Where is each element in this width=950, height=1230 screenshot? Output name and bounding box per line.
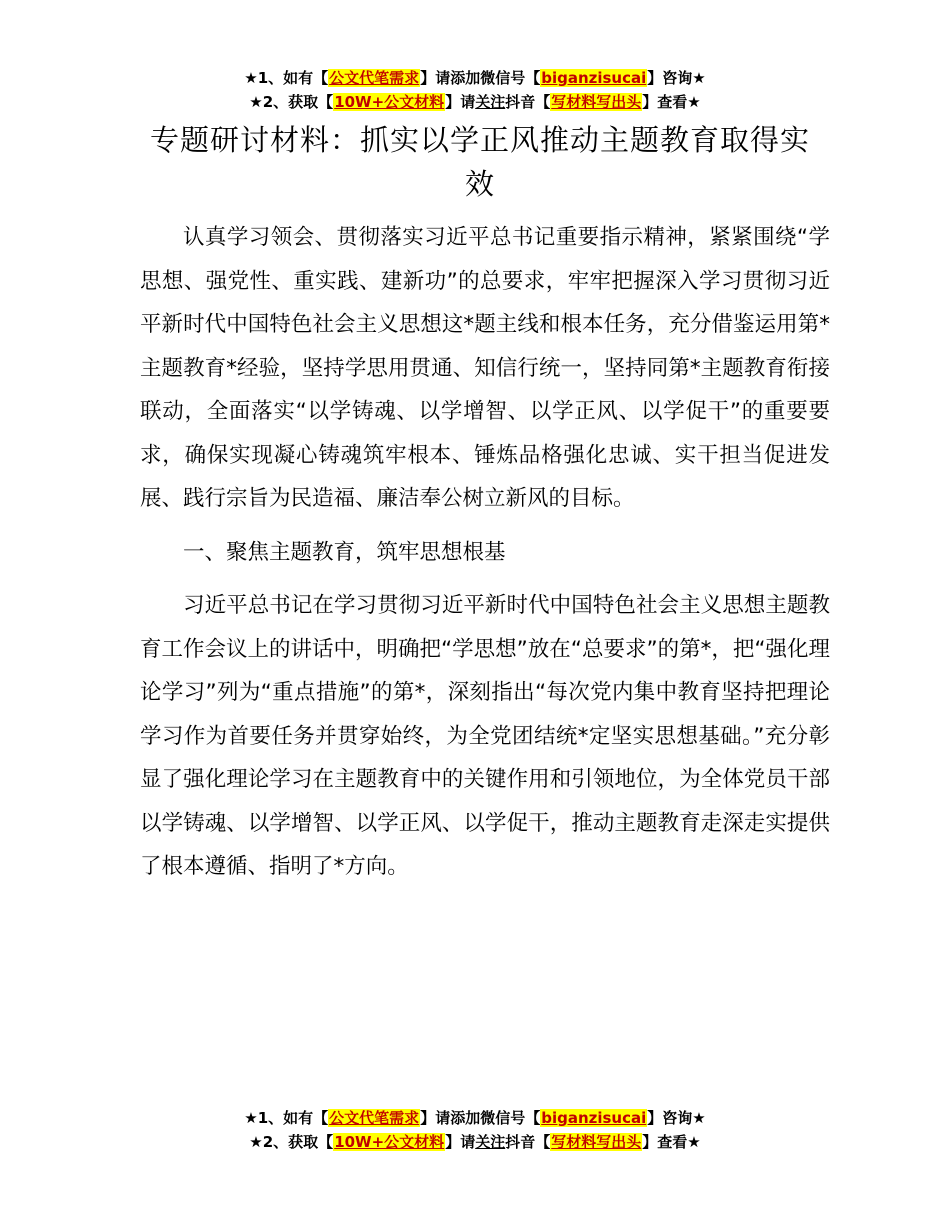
banner-underlined-text: 关注 bbox=[475, 1133, 506, 1151]
banner-highlight: 10W+公文材料 bbox=[334, 93, 445, 111]
banner-text: 抖音【 bbox=[505, 93, 551, 111]
banner-text: 】咨询★ bbox=[647, 1109, 706, 1127]
banner-text: 】查看★ bbox=[642, 93, 701, 111]
banner-text: 】请添加微信号【 bbox=[420, 69, 541, 87]
banner-text: 】请添加微信号【 bbox=[420, 1109, 541, 1127]
banner-text: 】请 bbox=[445, 93, 476, 111]
banner-highlight: 公文代笔需求 bbox=[329, 69, 420, 87]
banner-highlight: 写材料写出头 bbox=[551, 93, 642, 111]
banner-text: ★2、获取【 bbox=[249, 1133, 334, 1151]
banner-highlight: 10W+公文材料 bbox=[334, 1133, 445, 1151]
banner-line-1 bbox=[0, 66, 950, 90]
banner-highlight: 公文代笔需求 bbox=[329, 1109, 420, 1127]
banner-text: 抖音【 bbox=[505, 1133, 551, 1151]
banner-text: ★2、获取【 bbox=[249, 93, 334, 111]
banner-text: 】咨询★ bbox=[647, 69, 706, 87]
document-body bbox=[140, 216, 830, 899]
banner-highlight: 写材料写出头 bbox=[551, 1133, 642, 1151]
banner-line-2 bbox=[0, 1130, 950, 1154]
banner-text: ★1、如有【 bbox=[244, 69, 329, 87]
banner-text: 】请 bbox=[445, 1133, 476, 1151]
banner-underlined-text: 关注 bbox=[475, 93, 506, 111]
document-title: 专题研讨材料：抓实以学正风推动主题教育取得实效 bbox=[149, 123, 810, 201]
banner-text: 】查看★ bbox=[642, 1133, 701, 1151]
banner-line-2 bbox=[0, 90, 950, 114]
section-heading: 一、聚焦主题教育，筑牢思想根基 bbox=[183, 539, 506, 565]
banner-text: ★1、如有【 bbox=[244, 1109, 329, 1127]
banner-line-1 bbox=[0, 1106, 950, 1130]
footer-banner bbox=[0, 1106, 950, 1154]
banner-highlight-wechat-id: biganzisucai bbox=[541, 69, 647, 87]
header-banner bbox=[0, 66, 950, 114]
banner-highlight-wechat-id: biganzisucai bbox=[541, 1109, 647, 1127]
body-paragraph: 认真学习领会、贯彻落实习近平总书记重要指示精神，紧紧围绕“学思想、强党性、重实践、建新功”的总要求，牢牢把握深入学习贯彻习近平新时代中国特色社会主义思想这*题主线和根本任务，充分借鉴运用第*主题教育*经验，坚持学思用贯通、知信行统一，坚持同第*主题教育衔接联动，全面落实“以学铸魂、以学增智、以学正风、以学促干”的重要要求，确保实现凝心铸魂筑牢根本、锤炼品格强化忠诚、实干担当促进发展、践行宗旨为民造福、廉洁奉公树立新风的目标。 bbox=[140, 225, 830, 511]
body-paragraph: 习近平总书记在学习贯彻习近平新时代中国特色社会主义思想主题教育工作会议上的讲话中，明确把“学思想”放在“总要求”的第*，把“强化理论学习”列为“重点措施”的第*，深刻指出“每次党内集中教育坚持把理论学习作为首要任务并贯穿始终，为全党团结统*定坚实思想基础。”充分彰显了强化理论学习在主题教育中的关键作用和引领地位，为全体党员干部以学铸魂、以学增智、以学正风、以学促干，推动主题教育走深走实提供了根本遵循、指明了*方向。 bbox=[140, 593, 830, 879]
